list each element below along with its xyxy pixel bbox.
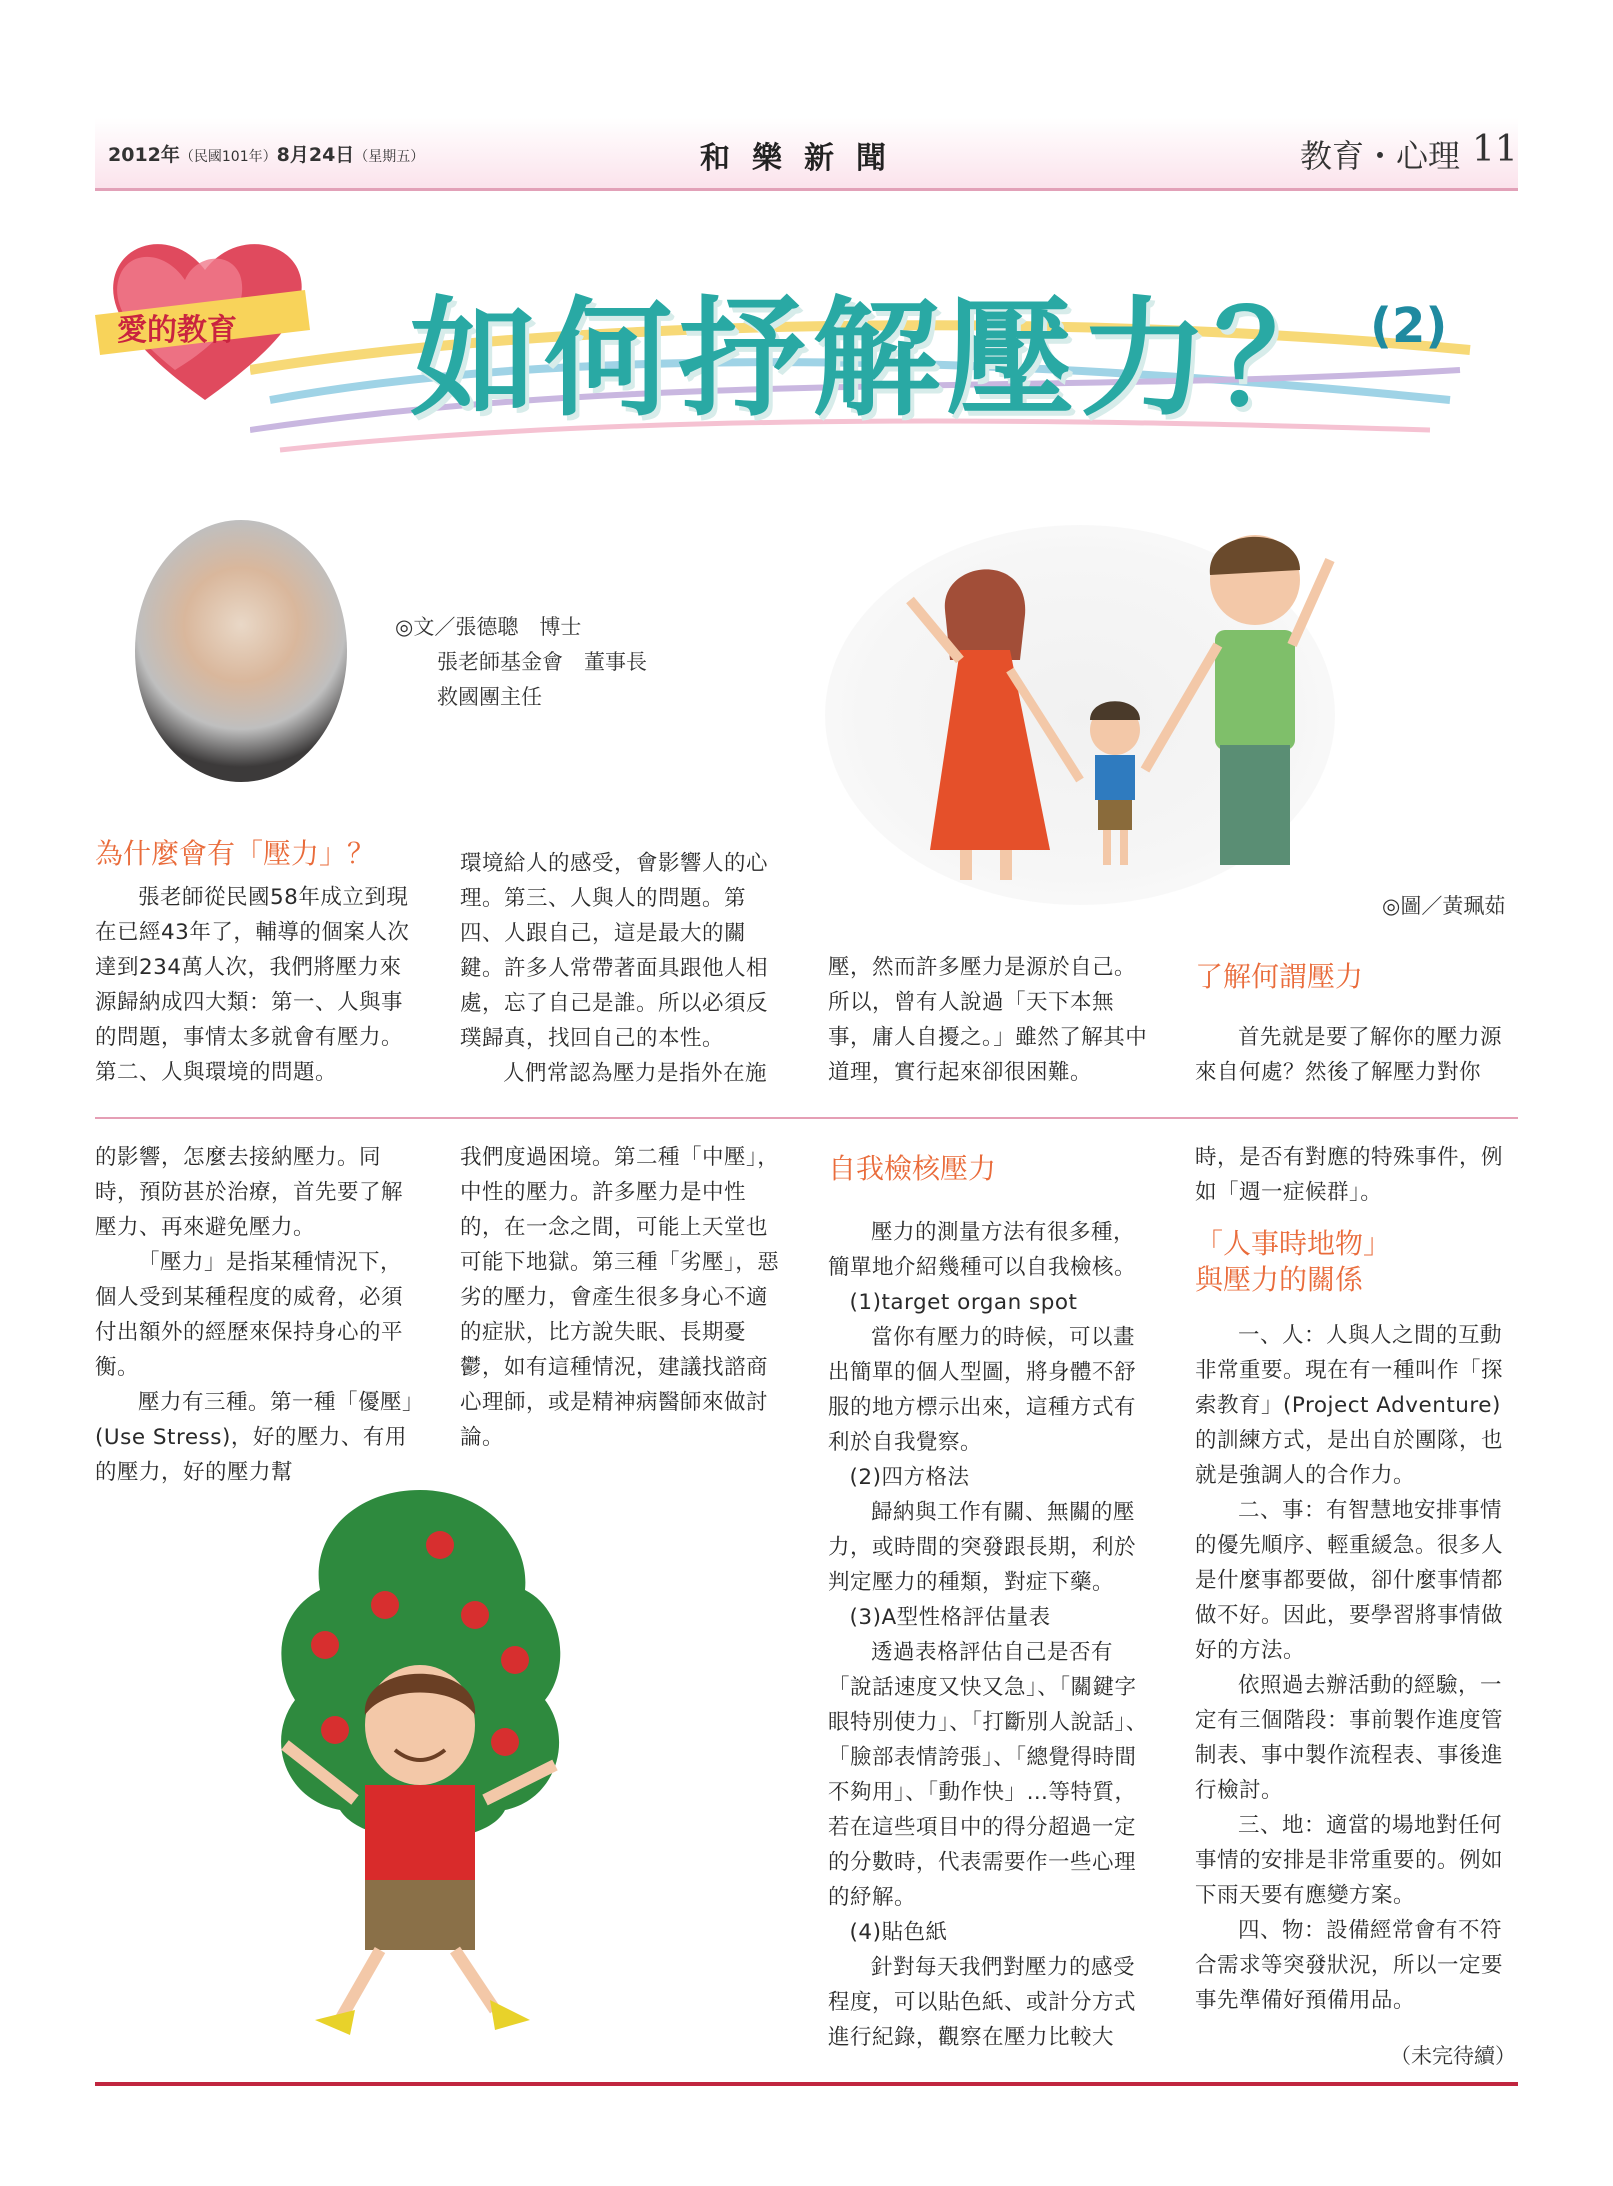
article-part: (2) [1370, 298, 1448, 354]
newspaper-name: 和樂新聞 [700, 141, 908, 176]
section-name: 教育・心理 [1300, 137, 1461, 175]
issue-date: 2012年（民國101年）8月24日（星期五） [108, 144, 425, 166]
heading-why-stress: 為什麼會有「壓力」？ [95, 837, 376, 870]
lower-column-3: 壓力的測量方法有很多種，簡單地介紹幾種可以自我檢核。 (1)target organ spot 當你有壓力的時候，可以畫出簡單的個人型圖，將身體不舒服的地方標示出來，這種方式有利於自我覺察。 (2)四方格法 歸納與工作有關、無關的壓力，或時間的突發跟長期，利於判定壓力的種類，對症下藥。 (3)A型性格評估量表 透過表格評估自己是否有「說話速度又快又急」、「關鍵字眼特別使力」、「打斷別人說話」、「臉部表情誇張」、「總覺得時間不夠用」、「動作快」…等特質，若在這些項目中的得分超過一定的分數時，代表需要作一些心理的紓解。 (4)貼色紙 針對每天我們對壓力的感受程度，可以貼色紙、或計分方式進行紀錄，觀察在壓力比較大 [828, 1220, 1148, 2050]
lower-column-4a: 時，是否有對應的特殊事件，例如「週一症候群」。 [1195, 1145, 1504, 1205]
author-photo [135, 520, 347, 782]
apple-tree-illustration [255, 1480, 585, 2040]
upper-column-2: 環境給人的感受，會影響人的心理。第三、人與人的問題。第四、人跟自己，這是最大的關鍵。許多人常帶著面具跟他人相處，忘了自己是誰。所以必須反璞歸真，找回自己的本性。 人們常認為壓力是指外在施 [460, 851, 769, 1086]
illustration-credit: ◎圖／黃珮茹 [1382, 894, 1506, 918]
heading-people-things: 「人事時地物」 與壓力的關係 [1195, 1227, 1392, 1296]
upper-column-3: 壓，然而許多壓力是源於自己。所以，曾有人說過「天下本無事，庸人自擾之。」雖然了解其中道理，實行起來卻很困難。 [828, 955, 1148, 1085]
to-be-continued: （未完待續） [1390, 2044, 1516, 2068]
page-number: 11 [1472, 129, 1518, 170]
section-divider [95, 1117, 1518, 1119]
heading-self-check: 自我檢核壓力 [828, 1152, 997, 1185]
family-illustration [900, 520, 1350, 880]
logo-text: 愛的教育 [117, 313, 237, 348]
upper-column-1: 張老師從民國58年成立到現在已經43年了，輔導的個案人次達到234萬人次，我們將壓力來源歸納成四大類：第一、人與事的問題，事情太多就會有壓力。第二、人與環境的問題。 [95, 885, 410, 1085]
upper-column-4: 首先就是要了解你的壓力源來自何處？然後了解壓力對你 [1195, 1025, 1503, 1085]
lower-column-4b: 一、人：人與人之間的互動非常重要。現在有一種叫作「探索教育」(Project Adventure)的訓練方式，是出自於團隊，也就是強調人的合作力。 二、事：有智慧地安排事情的優先順序、輕重緩急。很多人是什麼事都要做，卻什麼事情都做不好。因此，要學習將事情做好的方法。 依照過去辦活動的經驗，一定有三個階段：事前製作進度管制表、事中製作流程表、事後進行檢討。 三、地：適當的場地對任何事情的安排是非常重要的。例如下雨天要有應變方案。 四、物：設備經常會有不符合需求等突發狀況，所以一定要事先準備好預備用品。 [1195, 1323, 1504, 2013]
love-education-logo [95, 220, 315, 410]
lower-column-2: 我們度過困境。第二種「中壓」，中性的壓力。許多壓力是中性的，在一念之間，可能上天堂也可能下地獄。第三種「劣壓」，惡劣的壓力，會產生很多身心不適的症狀，比方說失眠、長期憂鬱，如有這種情況，建議找諮商心理師，或是精神病醫師來做討論。 [460, 1145, 780, 1450]
heading-what-is-stress: 了解何謂壓力 [1195, 960, 1364, 993]
article-title: 如何抒解壓力？ [410, 285, 1349, 434]
bottom-rule [95, 2082, 1518, 2086]
byline: ◎文／張德聰 博士 張老師基金會 董事長 救國團主任 [395, 615, 647, 709]
lower-column-1: 的影響，怎麼去接納壓力。同時，預防甚於治療，首先要了解壓力、再來避免壓力。 「壓力」是指某種情況下，個人受到某種程度的威脅，必須付出額外的經歷來保持身心的平衡。 壓力有三種。第一種「優壓」(Use Stress)，好的壓力、有用的壓力，好的壓力幫 [95, 1145, 414, 1485]
